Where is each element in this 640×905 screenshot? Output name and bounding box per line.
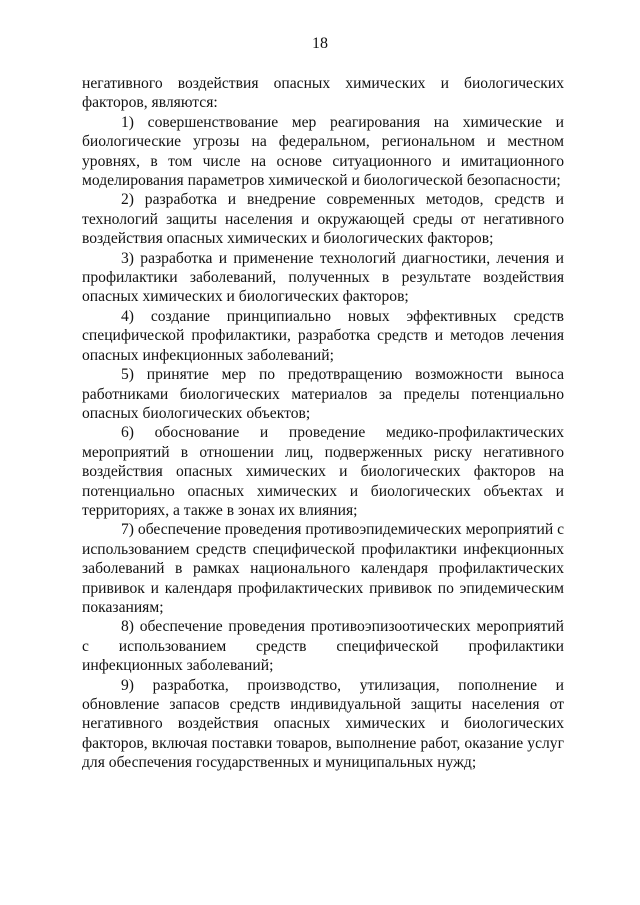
list-item-1: 1) совершенствование мер реагирования на химические и биологические угрозы на федеральном, региональном и местном уровнях, в том числе на основе ситуационного и имитационного моделирования параметров химической и биологической безопасности;: [82, 113, 564, 190]
list-item-5: 5) принятие мер по предотвращению возможности выноса работниками биологических материалов за пределы потенциально опасных биологических объектов;: [82, 366, 564, 422]
list-item-3: 3) разработка и применение технологий диагностики, лечения и профилактики заболеваний, полученных в результате воздействия опасных химических и биологических факторов;: [82, 249, 564, 306]
intro-paragraph: негативного воздействия опасных химических и биологических факторов, являются:: [82, 75, 564, 112]
list-item-9: 9) разработка, производство, утилизация, пополнение и обновление запасов средств индивидуальной защиты населения от негативного воздействия опасных химических и биологических факторов, включая поставки товаров, выполнение работ, оказание услуг для обеспечения государственных и муниципальных нужд;: [82, 676, 564, 772]
page-number: 18: [312, 35, 328, 52]
document-body: [82, 74, 564, 773]
list-item-6: 6) обоснование и проведение медико-профилактических мероприятий в отношении лиц, подверженных риску негативного воздействия опасных химических и биологических факторов на потенциально опасных химических и биологических объектах и территориях, а также в зонах их влияния;: [82, 424, 564, 519]
list-item-4: 4) создание принципиально новых эффективных средств специфической профилактики, разработка средств и методов лечения опасных инфекционных заболеваний;: [82, 307, 564, 364]
list-item-8: 8) обеспечение проведения противоэпизоотических мероприятий с использованием средств специфической профилактики инфекционных заболеваний;: [82, 618, 564, 675]
list-item-7: 7) обеспечение проведения противоэпидемических мероприятий с использованием средств специфической профилактики инфекционных заболеваний в рамках национального календаря профилактических прививок и календаря профилактических прививок по эпидемическим показаниям;: [82, 521, 564, 616]
list-item-2: 2) разработка и внедрение современных методов, средств и технологий защиты населения и окружающей среды от негативного воздействия опасных химических и биологических факторов;: [82, 191, 564, 248]
